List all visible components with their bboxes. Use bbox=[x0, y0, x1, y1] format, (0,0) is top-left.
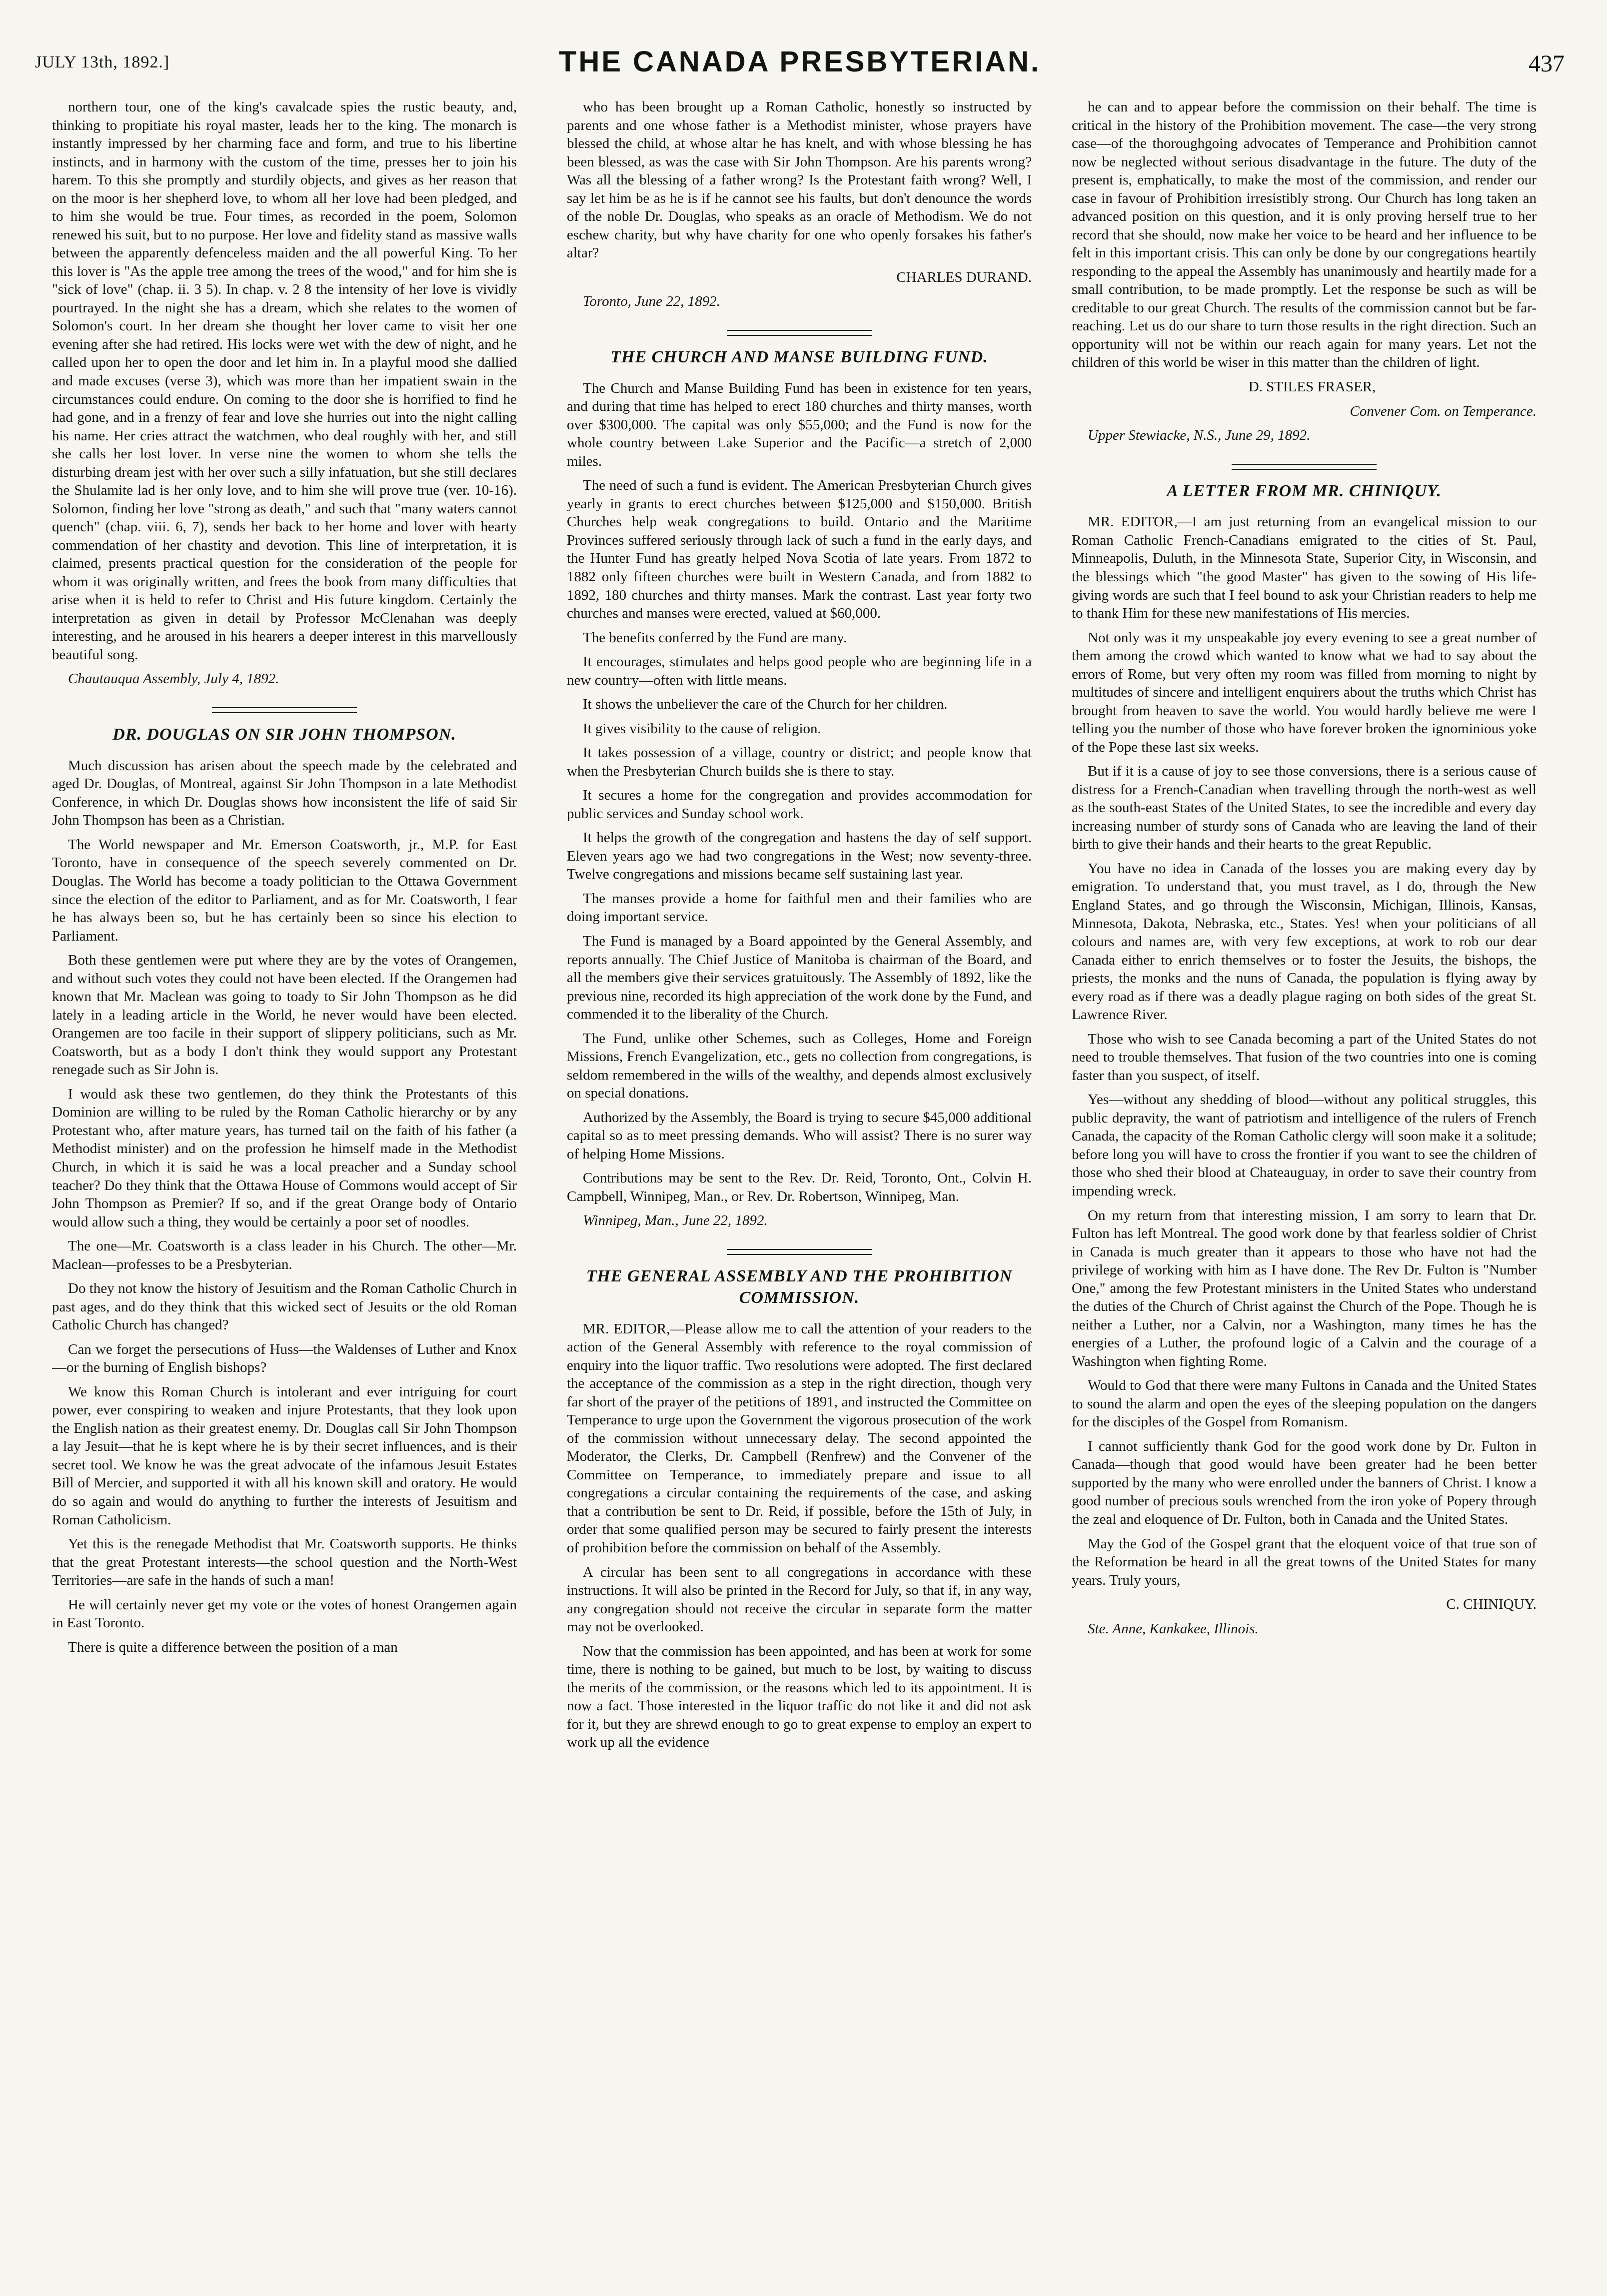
masthead bbox=[35, 36, 1565, 86]
article-paragraph: MR. EDITOR,—Please allow me to call the attention of your readers to the action of the General Assembly with reference to the royal commission of enquiry into the liquor traffic. Two resolutions were adopted. The first declared the acceptance of the commission as a step in the right direction, though very far short of the prayer of the petitions of 1891, and instructed the Committee on Temperance to urge upon the Government the vigorous prosecution of the work of the commission without unnecessary delay. The second appointed the Moderator, the Clerks, Dr. Campbell (Renfrew) and the Convener of the Committee on Temperance, to immediately prepare and issue to all congregations a circular containing the requirements of the case, and asking that a contribution be sent to Dr. Reid, if possible, before the 15th of July, in order that some qualified person may be secured to fairly present the interests of prohibition before the commission on behalf of the Assembly. bbox=[567, 1320, 1032, 1556]
article-divider bbox=[1232, 464, 1377, 470]
article-paragraph: The manses provide a home for faithful men and their families who are doing important service. bbox=[567, 890, 1032, 925]
article-divider bbox=[212, 707, 357, 713]
article-paragraph: Not only was it my unspeakable joy every evening to see a great number of them among the crowd which wanted to know what we had to say about the errors of Rome, but very often my room was filled from morning to night by multitudes of sincere and intelligent enquirers about the truths which Christ has brought from heaven to save the world. You would hardly believe me were I telling you the number of those who have forever broken the ignominious yoke of the Pope these last six weeks. bbox=[1072, 629, 1537, 755]
article-paragraph: On my return from that interesting mission, I am sorry to learn that Dr. Fulton has left Montreal. The good work done by that fearless soldier of Christ in Canada is much greater than it appears to those who have not had the privilege of working with him as I have done. The Rev Dr. Fulton is "Number One," among the few Protestant ministers in the United States who understand the duties of the Church of Christ against the Church of the Pope. Though he is neither a Luther, nor a Calvin, nor a Washington, many times he has the energies of a Luther, the profound logic of a Calvin and the courage of a Washington when fighting Rome. bbox=[1072, 1207, 1537, 1369]
article-divider bbox=[727, 1249, 872, 1255]
article-paragraph: Would to God that there were many Fultons in Canada and the United States to sound the alarm and open the eyes of the sleeping population on the dangers for the disciples of the Gospel from Romanism. bbox=[1072, 1377, 1537, 1430]
article-paragraph: It encourages, stimulates and helps good people who are beginning life in a new country—often with little means. bbox=[567, 654, 1032, 688]
issue-date: JULY 13th, 1892.] bbox=[35, 53, 170, 71]
article-title-douglas: DR. DOUGLAS ON SIR JOHN THOMPSON. bbox=[112, 725, 456, 744]
source-dateline: Chautauqua Assembly, July 4, 1892. bbox=[68, 671, 279, 687]
article-paragraph: Can we forget the persecutions of Huss—the Waldenses of Luther and Knox—or the burning of English bishops? bbox=[52, 1341, 517, 1376]
article-paragraph: Yes—without any shedding of blood—without any political struggles, this public depravity, the want of patriotism and intelligence of the rulers of French Canada, the capacity of the Roman Catholic clergy will soon make it a solitude; before long you will have to cross the frontier if you want to see the children of those who shed their blood at Chateauguay, in order to save their country from impending wreck. bbox=[1072, 1092, 1537, 1199]
article-paragraph: Both these gentlemen were put where they are by the votes of Orangemen, and without such votes they could not have been elected. If the Orangemen had known that Mr. Maclean was going to toady to Sir John Thompson as he did lately in a leading article in the World, he never would have been elected. Orangemen are too facile in their support of slippery politicians, such as Mr. Coatsworth, but as a body I don't think they would support any Protestant renegade such as Sir John is. bbox=[52, 952, 517, 1078]
article-paragraph: It helps the growth of the congregation and hastens the day of self support. Eleven years ago we had two congregations in the West; now seventy-three. Twelve congregations and missions became self sustaining last year. bbox=[567, 830, 1032, 883]
article-paragraph: May the God of the Gospel grant that the eloquent voice of that true son of the Reformation be heard in all the great towns of the United States for many years. Truly yours, bbox=[1072, 1535, 1537, 1588]
article-paragraph: It shows the unbeliever the care of the Church for her children. bbox=[583, 696, 948, 713]
article-paragraph: MR. EDITOR,—I am just returning from an evangelical mission to our Roman Catholic French-Canadians emigrated to the cities of St. Paul, Minneapolis, Duluth, in the Minnesota State, Superior City, in Wisconsin, and the blessings which "the good Master" has given to the sowing of His life-giving words are such that I feel bound to ask your Christian readers to help me to thank Him for these new manifestations of His mercies. bbox=[1072, 514, 1537, 622]
article-paragraph: Contributions may be sent to the Rev. Dr. Reid, Toronto, Ont., Colvin H. Campbell, Winnipeg, Man., or Rev. Dr. Robertson, Winnipeg, Man. bbox=[567, 1170, 1032, 1204]
continued-letter-paragraph: who has been brought up a Roman Catholic, honestly so instructed by parents and one whose father is a Methodist minister, whose prayers have blessed the child, at whose altar he has knelt, and with whose blessing he has been blessed, as was the case with Sir John Thompson. Are his parents wrong? Was all the blessing of a father wrong? Is the Protestant faith wrong? Well, I say let him be as he is if he cannot see his faults, but don't denounce the words of the noble Dr. Douglas, who speaks as an oracle of Methodism. We do not eschew charity, but why have charity for one who openly forsakes his father's altar? bbox=[567, 99, 1032, 261]
article-title-prohibition: THE GENERAL ASSEMBLY AND THE PROHIBITION COMMISSION. bbox=[586, 1266, 1013, 1307]
article-paragraph: The one—Mr. Coatsworth is a class leader in his Church. The other—Mr. Maclean—professes to be a Presbyterian. bbox=[52, 1238, 517, 1272]
article-paragraph: He will certainly never get my vote or the votes of honest Orangemen again in East Toronto. bbox=[52, 1596, 517, 1631]
article-paragraph: The Fund is managed by a Board appointed by the General Assembly, and reports annually. The Chief Justice of Manitoba is chairman of the Board, and all the members give their services gratuitously. The Assembly of 1892, like the previous nine, recorded its high appreciation of the work done by the Fund, and commended it to the liberality of the Church. bbox=[567, 933, 1032, 1023]
article-paragraph: It gives visibility to the cause of religion. bbox=[583, 720, 821, 737]
letter-signature: CHARLES DURAND. bbox=[896, 269, 1032, 285]
left-column bbox=[52, 98, 517, 2267]
article-paragraph: The need of such a fund is evident. The American Presbyterian Church gives yearly in grants to erect churches between $125,000 and $150,000. British Churches help weak congregations to build. Ontario and the Maritime Provinces suffered seriously through lack of such a fund in the early days, and the Hunter Fund has greatly helped Nova Scotia of late years. From 1872 to 1882 only fifteen churches were built in Western Canada, and from 1882 to 1892, 180 churches and thirty manses. Mark the contrast. Last year forty two churches and manses were erected, valued at $60,000. bbox=[567, 477, 1032, 622]
article-paragraph: Much discussion has arisen about the speech made by the celebrated and aged Dr. Douglas, of Montreal, against Sir John Thompson in a late Methodist Conference, in which Dr. Douglas shows how inconsistent the life of said Sir John Thompson has been as a Christian. bbox=[52, 757, 517, 829]
article-paragraph: I would ask these two gentlemen, do they think the Protestants of this Dominion are willing to be ruled by the Roman Catholic hierarchy or by any Protestant who, after mature years, has turned tail on the faith of his father (a Methodist minister) and on the profession he himself made in the Methodist Church, in which it is said he was a local preacher and a Sunday school teacher? Do they think that the Ottawa House of Commons would accept of Sir John Thompson as Premier? If so, and if the great Orange body of Ontario would allow such a thing, they would be certainly a poor set of noodles. bbox=[52, 1086, 517, 1230]
poem-commentary-paragraph: northern tour, one of the king's cavalcade spies the rustic beauty, and, thinking to propitiate his royal master, leads her to the king. The monarch is instantly impressed by her charming face and form, and true to his libertine instincts, and in harmony with the custom of the time, presses her to join his harem. To this she promptly and sturdily objects, and gives as her reason that on the moor is her shepherd love, to whom all her love had been pledged, and to him she would be true. Four times, as recorded in the poem, Solomon renewed his suit, but to no purpose. Her love and fidelity stand as massive walls between the apparently defenceless maiden and the all powerful King. To her this lover is "As the apple tree among the trees of the wood," and for him she is "sick of love" (chap. ii. 3 5). In chap. v. 2 8 the intensity of her love is vividly pourtrayed. In the night she has a dream, which she relates to the women of Solomon's court. In her dream she thought her lover came to visit her one evening after she had retired. His locks were wet with the dew of night, and he called upon her to open the door and let him in. In a playful mood she dallied and made excuses (verse 3), which was more than her impatient swain in the circumstances could endure. On coming to the door she is horrified to find he had gone, and in a frenzy of fear and love she hurries out into the night calling his name. Her cries attract the watchmen, who deal roughly with her, and still she calls her lost lover. In verse nine the women to whom she tells the disturbing dream jest with her over such a silly infatuation, but she still declares the Shulamite lad is her only love, and to him she will prove true (ver. 10-16). Solomon, finding her love "strong as death," and such that "many waters cannot quench" (chap. viii. 6, 7), sends her back to her home and lover with hearty commendation of her chastity and devotion. This line of interpretation, it is claimed, presents practical question for the consideration of the people for whom it was originally written, and frees the book from many difficulties that arise when it is held to refer to Christ and His future kingdom. Certainly the interpretation as given in detail by Professor McClenahan was deeply interesting, and he aroused in his hearers a deeper interest in this marvellously beautiful song. bbox=[52, 99, 517, 663]
continued-article-paragraph: he can and to appear before the commission on their behalf. The time is critical in the history of the Prohibition movement. The case—the very strong case—of the thoroughgoing advocates of Temperance and Prohibition cannot now be neglected without serious disadvantage in the future. The duty of the present is, emphatically, to make the most of the commission, and render our case in favour of Prohibition irresistibly strong. Our Church has long taken an advanced position on this question, and it is only proving herself true to her record that she should, now make her voice to be heard and her influence to be felt in this important crisis. This can only be done by our congregations heartily responding to the appeal the Assembly has unanimously and heartily made for a small contribution, to be made promptly. Let the response be such as will be creditable to our great Church. The results of the commission cannot but be far-reaching. Let us do our share to turn those results in the right direction. Such an opportunity will not be within our reach again for many years. Let not the children of this world be wiser in this matter than the children of light. bbox=[1072, 99, 1537, 371]
article-paragraph: You have no idea in Canada of the losses you are making every day by emigration. To understand that, you must travel, as I do, through the New England States, and go through the Wisconsin, Michigan, Illinois, Kansas, Minnesota, Dakota, Nebraska, etc., States. Yes! when your politicians of all colours and names are, with very few exceptions, at work to rob our dear Canada either to enrich themselves or to foster the Jesuits, the bishops, the priests, the monks and the nuns of Canada, the population is flying away by every road as if there was a deadly plague raging on both sides of the great St. Lawrence River. bbox=[1072, 860, 1537, 1023]
closing-dateline: Ste. Anne, Kankakee, Illinois. bbox=[1088, 1620, 1259, 1637]
article-title-building-fund: THE CHURCH AND MANSE BUILDING FUND. bbox=[610, 347, 988, 366]
article-paragraph: There is quite a difference between the position of a man bbox=[68, 1639, 398, 1655]
signature-role: Convener Com. on Temperance. bbox=[1350, 403, 1537, 419]
article-dateline: Upper Stewiacke, N.S., June 29, 1892. bbox=[1088, 427, 1311, 444]
article-paragraph: Those who wish to see Canada becoming a part of the United States do not need to trouble themselves. That fusion of the two countries into one is coming faster than you suspect, of itself. bbox=[1072, 1031, 1537, 1084]
newspaper-title: THE CANADA PRESBYTERIAN. bbox=[559, 45, 1041, 78]
page-number: 437 bbox=[1529, 50, 1565, 77]
article-paragraph: It takes possession of a village, country or district; and people know that when the Presbyterian Church builds she is there to stay. bbox=[567, 745, 1032, 779]
right-column bbox=[1072, 98, 1537, 2267]
middle-column bbox=[567, 98, 1032, 2267]
article-paragraph: But if it is a cause of joy to see those conversions, there is a serious cause of distress for a French-Canadian when travelling through the north-west as well as the south-east States of the United States, to see the incredible and every day increasing number of sturdy sons of Canada who are leaving the land of their birth to give their hands and their hearts to the great Republic. bbox=[1072, 763, 1537, 853]
article-paragraph: It secures a home for the congregation and provides accommodation for public services and Sunday school work. bbox=[567, 787, 1032, 822]
article-title-chiniquy: A LETTER FROM MR. CHINIQUY. bbox=[1167, 481, 1442, 500]
article-paragraph: The World newspaper and Mr. Emerson Coatsworth, jr., M.P. for East Toronto, have in consequence of the speech severely commented on Dr. Douglas. The World has become a toady politician to the Ottawa Government since the election of the editor to Parliament, and as for Mr. Coatsworth, I fear he has always been so, but he has certainly been so since his election to Parliament. bbox=[52, 836, 517, 944]
article-paragraph: Now that the commission has been appointed, and has been at work for some time, there is nothing to be gained, but much to be lost, by waiting to discuss the merits of the commission, or the reasons which led to its appointment. It is now a fact. Those interested in the liquor traffic do not like it and did not ask for it, but they are shrewd enough to go to great expense to employ an expert to work up all the evidence bbox=[567, 1643, 1032, 1751]
article-paragraph: The Fund, unlike other Schemes, such as Colleges, Home and Foreign Missions, French Evangelization, etc., gets no collection from congregations, is seldom remembered in the wills of the wealthy, and depends almost exclusively on special donations. bbox=[567, 1030, 1032, 1102]
article-paragraph: The benefits conferred by the Fund are many. bbox=[583, 629, 847, 646]
article-signature: D. STILES FRASER, bbox=[1248, 378, 1376, 395]
closing-signature: C. CHINIQUY. bbox=[1446, 1596, 1537, 1613]
article-paragraph: I cannot sufficiently thank God for the good work done by Dr. Fulton in Canada—though that good would have been greater had he been better supported by the many who were enrolled under the banners of Christ. I know a good number of precious souls wrenched from the iron yoke of Popery through the zeal and eloquence of Dr. Fulton, both in Canada and the United States. bbox=[1072, 1438, 1537, 1528]
article-paragraph: Authorized by the Assembly, the Board is trying to secure $45,000 additional capital so as to meet pressing demands. Who will assist? There is no surer way of helping Home Missions. bbox=[567, 1109, 1032, 1162]
letter-dateline: Toronto, June 22, 1892. bbox=[583, 293, 720, 310]
article-paragraph: Do they not know the history of Jesuitism and the Roman Catholic Church in past ages, and do they think that this wicked sect of Jesuits or the old Roman Catholic Church has changed? bbox=[52, 1280, 517, 1333]
building-fund-dateline: Winnipeg, Man., June 22, 1892. bbox=[583, 1212, 768, 1229]
article-paragraph: A circular has been sent to all congregations in accordance with these instructions. It will also be printed in the Record for July, so that if, in any way, any congregation should not receive the circular in separate form the matter may not be overlooked. bbox=[567, 1564, 1032, 1635]
article-divider bbox=[727, 330, 872, 336]
article-paragraph: Yet this is the renegade Methodist that Mr. Coatsworth supports. He thinks that the great Protestant interests—the school question and the North-West Territories—are safe in the hands of such a man! bbox=[52, 1536, 517, 1589]
article-paragraph: The Church and Manse Building Fund has been in existence for ten years, and during that time has helped to erect 180 churches and thirty manses, worth over $300,000. The capital was only $55,000; and the Fund is now for the whole country between Lake Superior and the Pacific—a stretch of 2,000 miles. bbox=[567, 380, 1032, 469]
article-paragraph: We know this Roman Church is intolerant and ever intriguing for court power, ever conspiring to weaken and injure Protestants, that they look upon the English nation as their greatest enemy. Dr. Douglas call Sir John Thompson a lay Jesuit—that he is kept where he is by their secret influences, and is their secret tool. We know he was the great advocate of the infamous Jesuit Estates Bill of Mercier, and supported it with all his known skill and oratory. He would do so again and would do anything to further the interests of Jesuitism and Roman Catholicism. bbox=[52, 1383, 517, 1528]
